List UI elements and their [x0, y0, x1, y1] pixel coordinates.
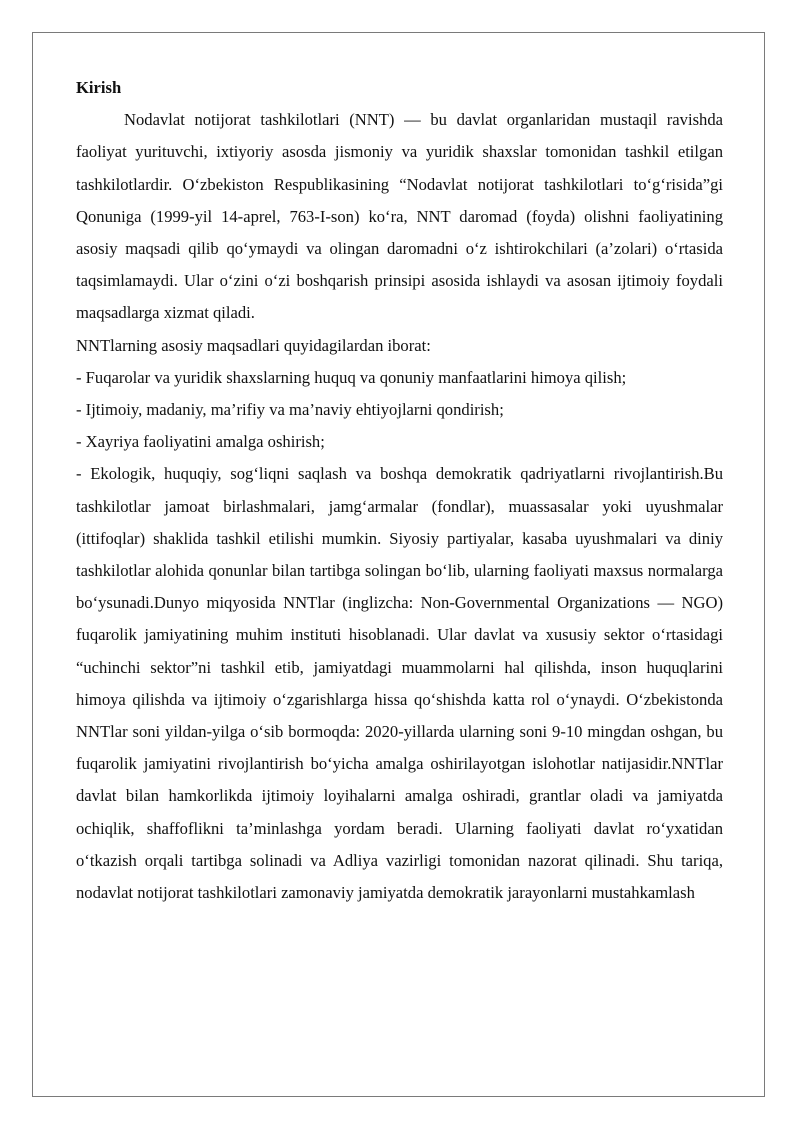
- goal-item: - Fuqarolar va yuridik shaxslarning huquq va qonuniy manfaatlarini himoya qilish;: [76, 367, 627, 387]
- goal-item: - Xayriya faoliyatini amalga oshirish;: [76, 432, 325, 452]
- section-heading: Kirish: [76, 78, 122, 97]
- main-paragraph: - Ekologik, huquqiy, sog‘liqni saqlash va boshqa demokratik qadriyatlarni rivojlantirish.Bu tashkilotlar jamoat birlashmalari, jamg‘armalar (fondlar), muassasalar yoki uyushmalar (ittifoqlar) shaklida tashkil etilishi mumkin. Siyosiy partiyalar, kasaba uyushmalari va diniy tashkilotlar alohida qonunlar bilan tartibga solingan bo‘lib, ularning faoliyati maxsus normalarga bo‘ysunadi.Dunyo miqyosida NNTlar (inglizcha: Non-Governmental Organizations — NGO) fuqarolik jamiyatining muhim instituti hisoblanadi. Ular davlat va xususiy sektor o‘rtasidagi “uchinchi sektor”ni tashkil etib, jamiyatdagi muammolarni hal qilishda, inson huquqlarini himoya qilishda va ijtimoiy o‘zgarishlarga hissa qo‘shishda katta rol o‘ynaydi. O‘zbekistonda NNTlar soni yildan-yilga o‘sib bormoqda: 2020-yillarda ularning soni 9-10 mingdan oshgan, bu fuqarolik jamiyatini rivojlantirish bo‘yicha amalga oshirilayotgan islohotlar natijasidir.NNTlar davlat bilan hamkorlikda ijtimoiy loyihalarni amalga oshiradi, grantlar oladi va jamiyatda ochiqlik, shaffoflikni ta’minlashga yordam beradi. Ularning faoliyati davlat ro‘yxatidan o‘tkazish orqali tartibga solinadi va Adliya vazirligi tomonidan nazorat qilinadi. Shu tariqa, nodavlat notijorat tashkilotlari zamonaviy jamiyatda demokratik jarayonlarni mustahkamlash: [76, 464, 723, 903]
- document-body: [76, 72, 723, 909]
- intro-paragraph: Nodavlat notijorat tashkilotlari (NNT) — bu davlat organlaridan mustaqil ravishda faoliyat yurituvchi, ixtiyoriy asosda jismoniy va yuridik shaxslar tomonidan tashkil etilgan tashkilotlardir. O‘zbekiston Respublikasining “Nodavlat notijorat tashkilotlari to‘g‘risida”gi Qonuniga (1999-yil 14-aprel, 763-I-son) ko‘ra, NNT daromad (foyda) olishni faoliyatining asosiy maqsadi qilib qo‘ymaydi va olingan daromadni o‘z ishtirokchilari (a’zolari) o‘rtasida taqsimlamaydi. Ular o‘zini o‘zi boshqarish prinsipi asosida ishlaydi va asosan ijtimoiy foydali maqsadlarga xizmat qiladi.: [76, 110, 723, 323]
- goal-item: - Ijtimoiy, madaniy, ma’rifiy va ma’naviy ehtiyojlarni qondirish;: [76, 400, 504, 420]
- goals-intro: NNTlarning asosiy maqsadlari quyidagilardan iborat:: [76, 335, 431, 355]
